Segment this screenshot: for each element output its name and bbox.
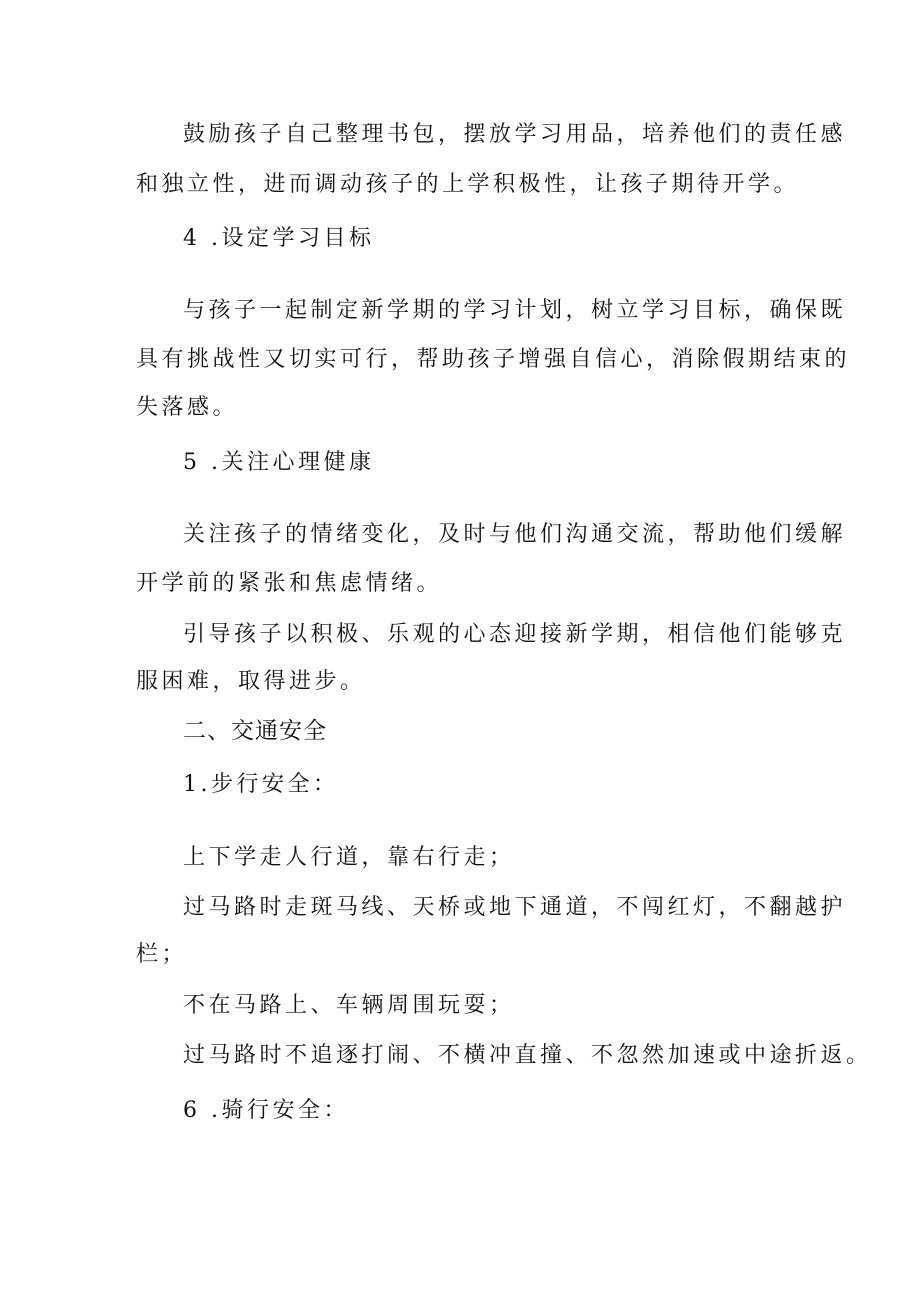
section-heading-6: 6 .骑行安全： <box>183 1098 349 1123</box>
paragraph-line: 关注孩子的情绪变化，及时与他们沟通交流，帮助他们缓解 <box>183 522 847 547</box>
paragraph-line: 引导孩子以积极、乐观的心态迎接新学期，相信他们能够克 <box>183 622 847 647</box>
paragraph-line: 不在马路上、车辆周围玩耍； <box>183 993 515 1018</box>
paragraph-line: 服困难，取得进步。 <box>136 669 366 694</box>
paragraph-line: 栏； <box>136 942 188 967</box>
section-heading-4: 4 .设定学习目标 <box>183 226 375 251</box>
paragraph-line: 与孩子一起制定新学期的学习计划，树立学习目标，确保既 <box>183 298 847 323</box>
subsection-heading-walking: 1.步行安全： <box>183 772 339 797</box>
paragraph-line: 过马路时走斑马线、天桥或地下通道，不闯红灯，不翻越护 <box>183 895 847 920</box>
paragraph-line: 上下学走人行道，靠右行走； <box>183 845 515 870</box>
paragraph-line: 过马路时不追逐打闹、不横冲直撞、不忽然加速或中途折返。 <box>183 1043 872 1068</box>
paragraph-line: 鼓励孩子自己整理书包，摆放学习用品，培养他们的责任感 <box>183 122 847 147</box>
paragraph-line: 开学前的紧张和焦虑情绪。 <box>136 571 443 596</box>
paragraph-line: 和独立性，进而调动孩子的上学积极性，让孩子期待开学。 <box>136 172 800 197</box>
chapter-heading-traffic-safety: 二、交通安全 <box>183 718 327 744</box>
paragraph-line: 失落感。 <box>136 395 239 420</box>
paragraph-line: 具有挑战性又切实可行，帮助孩子增强自信心，消除假期结束的 <box>136 347 851 372</box>
section-heading-5: 5 .关注心理健康 <box>183 450 375 475</box>
